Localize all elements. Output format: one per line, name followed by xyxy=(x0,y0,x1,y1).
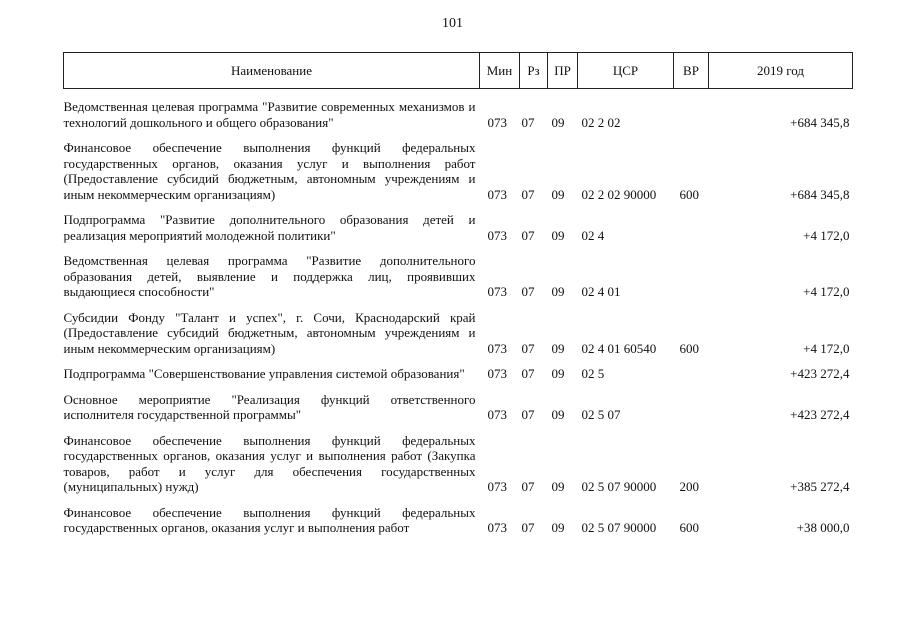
row-csr: 02 2 02 90000 xyxy=(581,186,657,202)
row-amount: +423 272,4 xyxy=(790,407,850,422)
row-name: Финансовое обеспечение выполнения функций федеральных государственных органов, оказания услуг и выполнения работ (Закупка товаров, работ и услуг для обеспечения государственных (муниципальных) нужд) xyxy=(63,432,476,494)
row-amount: +38 000,0 xyxy=(796,520,850,535)
row-min: 073 xyxy=(487,114,507,130)
row-csr: 02 5 07 90000 xyxy=(581,479,657,494)
row-min: 073 xyxy=(487,366,507,381)
row-name: Подпрограмма "Развитие дополнительного образования детей и реализация мероприятий молодежной политики" xyxy=(63,212,476,243)
row-pr: 09 xyxy=(551,479,565,494)
table-row xyxy=(64,300,853,357)
table-row xyxy=(64,423,853,495)
row-rz: 07 xyxy=(521,479,535,494)
row-name: Основное мероприятие "Реализация функций ответственного исполнителя государственной программы" xyxy=(63,391,476,422)
table-row xyxy=(64,356,853,382)
row-name: Финансовое обеспечение выполнения функций федеральных государственных органов, оказания услуг и выполнения работ (Предоставление субсидий бюджетным, автономным учреждениям и иным некоммерческим организациям) xyxy=(63,140,476,202)
row-name: Ведомственная целевая программа "Развитие современных механизмов и технологий дошкольного и общего образования" xyxy=(63,99,476,130)
row-min: 073 xyxy=(487,520,507,535)
header-csr: ЦСР xyxy=(578,53,674,89)
row-vr: 600 xyxy=(679,520,699,535)
row-vr: 600 xyxy=(679,340,699,356)
row-pr: 09 xyxy=(551,407,565,422)
row-min: 073 xyxy=(487,186,507,202)
row-pr: 09 xyxy=(551,284,565,299)
row-name: Субсидии Фонду "Талант и успех", г. Сочи, Краснодарский край (Предоставление субсидий бюджетным, автономным учреждениям и иным некоммерческим организациям) xyxy=(63,309,476,356)
table-row xyxy=(64,495,853,536)
table-row xyxy=(64,243,853,300)
row-pr: 09 xyxy=(551,340,565,356)
row-vr: 200 xyxy=(679,479,699,494)
row-rz: 07 xyxy=(521,366,535,381)
row-min: 073 xyxy=(487,407,507,422)
row-vr xyxy=(674,89,709,131)
row-name: Подпрограмма "Совершенствование управления системой образования" xyxy=(63,366,465,381)
row-vr xyxy=(674,356,709,382)
budget-table xyxy=(63,52,853,536)
row-csr: 02 4 01 60540 xyxy=(581,340,657,356)
row-csr: 02 2 02 xyxy=(581,114,621,130)
row-name: Финансовое обеспечение выполнения функций федеральных государственных органов, оказания услуг и выполнения работ xyxy=(63,504,476,535)
header-vr: ВР xyxy=(674,53,709,89)
row-amount: +385 272,4 xyxy=(790,479,850,494)
row-min: 073 xyxy=(487,284,507,299)
row-csr: 02 5 xyxy=(581,366,605,381)
header-name: Наименование xyxy=(64,53,480,89)
header-min: Мин xyxy=(480,53,520,89)
row-min: 073 xyxy=(487,340,507,356)
row-rz: 07 xyxy=(521,284,535,299)
row-amount: +423 272,4 xyxy=(790,366,850,381)
table-row xyxy=(64,382,853,423)
header-rz: Рз xyxy=(520,53,548,89)
row-amount: +4 172,0 xyxy=(803,284,850,299)
row-amount: +684 345,8 xyxy=(790,114,850,130)
table-header-row xyxy=(64,53,853,89)
row-rz: 07 xyxy=(521,340,535,356)
row-rz: 07 xyxy=(521,407,535,422)
row-pr: 09 xyxy=(551,520,565,535)
row-vr: 600 xyxy=(679,186,699,202)
row-vr xyxy=(674,382,709,423)
row-vr xyxy=(674,243,709,300)
row-pr: 09 xyxy=(551,366,565,381)
row-csr: 02 4 01 xyxy=(581,284,621,299)
row-amount: +684 345,8 xyxy=(790,186,850,202)
row-pr: 09 xyxy=(551,227,565,243)
row-rz: 07 xyxy=(521,114,535,130)
row-name: Ведомственная целевая программа "Развитие дополнительного образования детей, выявление и поддержка лиц, проявивших выдающиеся способности" xyxy=(63,253,476,299)
header-year: 2019 год xyxy=(709,53,853,89)
row-rz: 07 xyxy=(521,227,535,243)
table-row xyxy=(64,130,853,202)
row-csr: 02 5 07 90000 xyxy=(581,520,657,535)
row-csr: 02 5 07 xyxy=(581,407,621,422)
row-min: 073 xyxy=(487,479,507,494)
table-row xyxy=(64,89,853,131)
row-rz: 07 xyxy=(521,520,535,535)
row-csr: 02 4 xyxy=(581,227,605,243)
row-pr: 09 xyxy=(551,186,565,202)
row-amount: +4 172,0 xyxy=(803,340,850,356)
row-pr: 09 xyxy=(551,114,565,130)
header-pr: ПР xyxy=(548,53,578,89)
table-row xyxy=(64,202,853,243)
page-number: 101 xyxy=(442,16,463,31)
row-rz: 07 xyxy=(521,186,535,202)
row-min: 073 xyxy=(487,227,507,243)
row-vr xyxy=(674,202,709,243)
row-amount: +4 172,0 xyxy=(803,227,850,243)
